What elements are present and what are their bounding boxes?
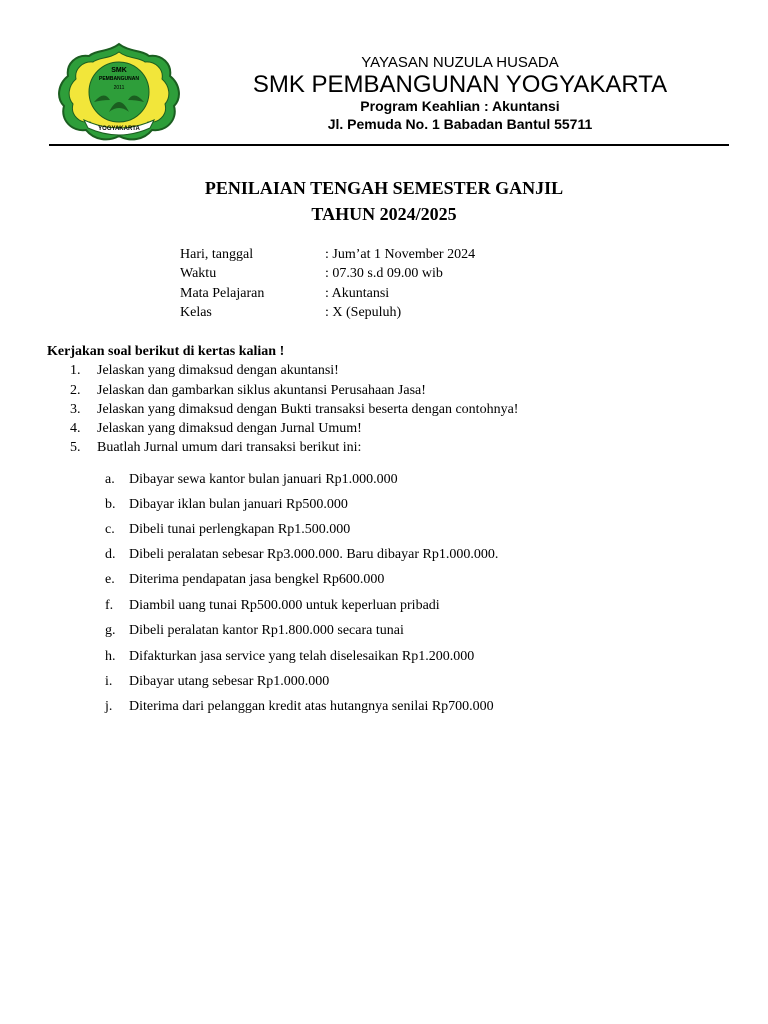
transaction-item xyxy=(105,623,404,639)
question-item xyxy=(70,421,362,437)
question-text: Buatlah Jurnal umum dari transaksi berikut ini: xyxy=(97,440,362,455)
transaction-item xyxy=(105,522,350,538)
question-item xyxy=(70,363,339,379)
exam-year: TAHUN 2024/2025 xyxy=(311,204,457,224)
transaction-letter: f. xyxy=(105,598,114,613)
transaction-text: Dibeli tunai perlengkapan Rp1.500.000 xyxy=(129,522,351,537)
question-number: 3. xyxy=(70,402,81,417)
question-item xyxy=(70,440,361,456)
info-value-class: : X (Sepuluh) xyxy=(325,305,402,320)
transaction-item xyxy=(105,547,498,563)
school-logo xyxy=(54,42,184,142)
transaction-text: Diterima dari pelanggan kredit atas hutangnya senilai Rp700.000 xyxy=(129,699,494,714)
transaction-text: Dibeli peralatan sebesar Rp3.000.000. Baru dibayar Rp1.000.000. xyxy=(129,547,499,562)
exam-title: PENILAIAN TENGAH SEMESTER GANJIL xyxy=(204,178,564,198)
transaction-letter: b. xyxy=(105,497,116,512)
info-value-time: : 07.30 s.d 09.00 wib xyxy=(325,266,443,281)
transaction-item xyxy=(105,649,474,665)
question-number: 2. xyxy=(70,383,81,398)
transaction-letter: i. xyxy=(105,674,113,689)
question-text: Jelaskan dan gambarkan siklus akuntansi Perusahaan Jasa! xyxy=(97,383,426,398)
transaction-item xyxy=(105,699,494,715)
foundation-name: YAYASAN NUZULA HUSADA xyxy=(361,54,559,71)
school-name: SMK PEMBANGUNAN YOGYAKARTA xyxy=(252,71,668,98)
transaction-letter: e. xyxy=(105,572,115,587)
transaction-text: Dibayar iklan bulan januari Rp500.000 xyxy=(129,497,348,512)
transaction-letter: d. xyxy=(105,547,116,562)
info-label-time: Waktu xyxy=(180,266,217,281)
transaction-item xyxy=(105,497,348,513)
question-item xyxy=(70,383,426,399)
question-text: Jelaskan yang dimaksud dengan Bukti transaksi beserta dengan contohnya! xyxy=(97,402,519,417)
question-number: 1. xyxy=(70,363,81,378)
info-label-subject: Mata Pelajaran xyxy=(180,286,265,301)
logo-year: 2011 xyxy=(113,85,125,91)
transaction-letter: g. xyxy=(105,623,116,638)
info-label-date: Hari, tanggal xyxy=(180,247,254,262)
transaction-item xyxy=(105,572,384,588)
question-number: 4. xyxy=(70,421,81,436)
info-value-date: : Jum’at 1 November 2024 xyxy=(325,247,476,262)
transaction-item xyxy=(105,472,398,488)
transaction-text: Diterima pendapatan jasa bengkel Rp600.000 xyxy=(129,572,385,587)
question-text: Jelaskan yang dimaksud dengan akuntansi! xyxy=(97,363,339,378)
transaction-text: Diambil uang tunai Rp500.000 untuk keperluan pribadi xyxy=(129,598,440,613)
transaction-text: Dibeli peralatan kantor Rp1.800.000 secara tunai xyxy=(129,623,404,638)
transaction-text: Dibayar utang sebesar Rp1.000.000 xyxy=(129,674,330,689)
transaction-letter: a. xyxy=(105,472,115,487)
info-value-subject: : Akuntansi xyxy=(325,286,390,301)
transaction-letter: h. xyxy=(105,649,116,664)
header-divider xyxy=(49,144,729,146)
logo-text-top: SMK xyxy=(111,67,127,74)
transaction-text: Difakturkan jasa service yang telah diselesaikan Rp1.200.000 xyxy=(129,649,475,664)
school-address: Jl. Pemuda No. 1 Babadan Bantul 55711 xyxy=(327,116,593,132)
program-name: Program Keahlian : Akuntansi xyxy=(360,98,560,114)
transaction-text: Dibayar sewa kantor bulan januari Rp1.000.000 xyxy=(129,472,398,487)
question-item xyxy=(70,402,518,418)
logo-ribbon-text: YOGYAKARTA xyxy=(98,126,140,132)
transaction-item xyxy=(105,598,440,614)
transaction-item xyxy=(105,674,329,690)
question-text: Jelaskan yang dimaksud dengan Jurnal Umum! xyxy=(97,421,362,436)
question-number: 5. xyxy=(70,440,81,455)
instruction: Kerjakan soal berikut di kertas kalian ! xyxy=(47,344,285,359)
transaction-letter: j. xyxy=(105,699,113,714)
logo-text-middle: PEMBANGUNAN xyxy=(99,76,139,82)
transaction-letter: c. xyxy=(105,522,115,537)
info-label-class: Kelas xyxy=(180,305,212,320)
